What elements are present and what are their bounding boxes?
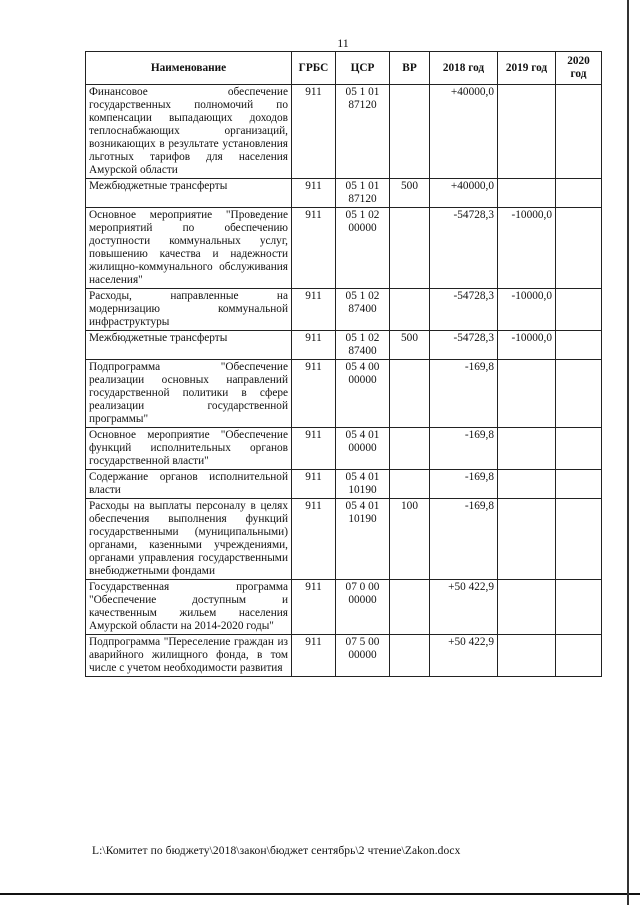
cell-2018: +50 422,9 [430,580,498,635]
cell-vr: 100 [390,499,430,580]
cell-2018: -169,8 [430,428,498,470]
cell-grbs: 911 [292,428,336,470]
cell-vr: 500 [390,179,430,208]
header-2018: 2018 год [430,52,498,85]
cell-grbs: 911 [292,331,336,360]
page-number: 11 [337,36,349,50]
table-header-row [86,52,602,85]
header-grbs: ГРБС [292,52,336,85]
cell-grbs: 911 [292,580,336,635]
cell-csr: 05 1 02 87400 [336,331,390,360]
cell-csr: 05 4 01 10190 [336,470,390,499]
table-row [86,635,602,677]
cell-csr: 07 5 00 00000 [336,635,390,677]
cell-grbs: 911 [292,360,336,428]
header-2019: 2019 год [498,52,556,85]
cell-2019: -10000,0 [498,331,556,360]
cell-2020 [556,360,602,428]
cell-2020 [556,289,602,331]
cell-csr: 05 1 02 87400 [336,289,390,331]
cell-grbs: 911 [292,499,336,580]
cell-2019 [498,499,556,580]
scan-edge-bottom [0,893,640,895]
cell-2019 [498,428,556,470]
table-row [86,331,602,360]
table-row [86,85,602,179]
budget-table [85,51,602,677]
cell-csr: 05 1 02 00000 [336,208,390,289]
cell-2018: -169,8 [430,499,498,580]
cell-2018: -169,8 [430,360,498,428]
cell-2020 [556,428,602,470]
cell-2018: +50 422,9 [430,635,498,677]
cell-2018: -54728,3 [430,331,498,360]
header-vr: ВР [390,52,430,85]
cell-2019 [498,179,556,208]
cell-vr [390,360,430,428]
table-row [86,470,602,499]
table-row [86,360,602,428]
cell-vr: 500 [390,331,430,360]
table-row [86,428,602,470]
table-row [86,580,602,635]
cell-csr: 07 0 00 00000 [336,580,390,635]
cell-name: Основное мероприятие "Проведение мероприятий по обеспечению доступности коммунальных услуг, повышению качества и надежности жилищно-коммунального обслуживания населения" [86,208,292,289]
cell-vr [390,428,430,470]
cell-csr: 05 4 01 00000 [336,428,390,470]
cell-2019: -10000,0 [498,208,556,289]
cell-csr: 05 4 00 00000 [336,360,390,428]
cell-grbs: 911 [292,470,336,499]
cell-name: Расходы, направленные на модернизацию коммунальной инфраструктуры [86,289,292,331]
scan-edge-right [627,0,629,905]
cell-2020 [556,635,602,677]
cell-name: Подпрограмма "Обеспечение реализации основных направлений государственной политики в сфере реализации государственной программы" [86,360,292,428]
cell-csr: 05 4 01 10190 [336,499,390,580]
cell-vr [390,208,430,289]
cell-vr [390,289,430,331]
cell-vr [390,580,430,635]
cell-2020 [556,470,602,499]
table-row [86,179,602,208]
cell-grbs: 911 [292,85,336,179]
cell-2019 [498,635,556,677]
cell-2019 [498,470,556,499]
header-2020: 2020 год [556,52,602,85]
cell-2019 [498,580,556,635]
cell-name: Расходы на выплаты персоналу в целях обеспечения выполнения функций государственными (муниципальными) органами, казенными учреждениями, органами управления государственными внебюджетными фондами [86,499,292,580]
cell-2020 [556,499,602,580]
cell-2020 [556,85,602,179]
cell-2018: -54728,3 [430,289,498,331]
cell-2020 [556,580,602,635]
cell-2020 [556,208,602,289]
cell-2018: -169,8 [430,470,498,499]
cell-csr: 05 1 01 87120 [336,85,390,179]
footer-file-path: L:\Комитет по бюджету\2018\закон\бюджет сентябрь\2 чтение\Zakon.docx [92,845,461,857]
cell-name: Финансовое обеспечение государственных полномочий по компенсации выпадающих доходов теплоснабжающих организаций, возникающих в результате установления льготных тарифов для населения Амурской области [86,85,292,179]
cell-grbs: 911 [292,179,336,208]
cell-name: Подпрограмма "Переселение граждан из аварийного жилищного фонда, в том числе с учетом необходимости развития [86,635,292,677]
header-name: Наименование [86,52,292,85]
cell-name: Межбюджетные трансферты [86,179,292,208]
cell-name: Основное мероприятие "Обеспечение функций исполнительных органов государственной власти" [86,428,292,470]
cell-vr [390,85,430,179]
cell-name: Межбюджетные трансферты [86,331,292,360]
cell-2018: +40000,0 [430,85,498,179]
cell-csr: 05 1 01 87120 [336,179,390,208]
cell-grbs: 911 [292,635,336,677]
cell-vr [390,635,430,677]
cell-2018: +40000,0 [430,179,498,208]
cell-2019 [498,360,556,428]
cell-2019 [498,85,556,179]
cell-2019: -10000,0 [498,289,556,331]
cell-2020 [556,179,602,208]
table-row [86,289,602,331]
cell-name: Государственная программа "Обеспечение доступным и качественным жильем населения Амурской области на 2014-2020 годы" [86,580,292,635]
table-row [86,499,602,580]
cell-name: Содержание органов исполнительной власти [86,470,292,499]
cell-vr [390,470,430,499]
header-csr: ЦСР [336,52,390,85]
cell-2018: -54728,3 [430,208,498,289]
cell-2020 [556,331,602,360]
cell-grbs: 911 [292,208,336,289]
cell-grbs: 911 [292,289,336,331]
table-row [86,208,602,289]
